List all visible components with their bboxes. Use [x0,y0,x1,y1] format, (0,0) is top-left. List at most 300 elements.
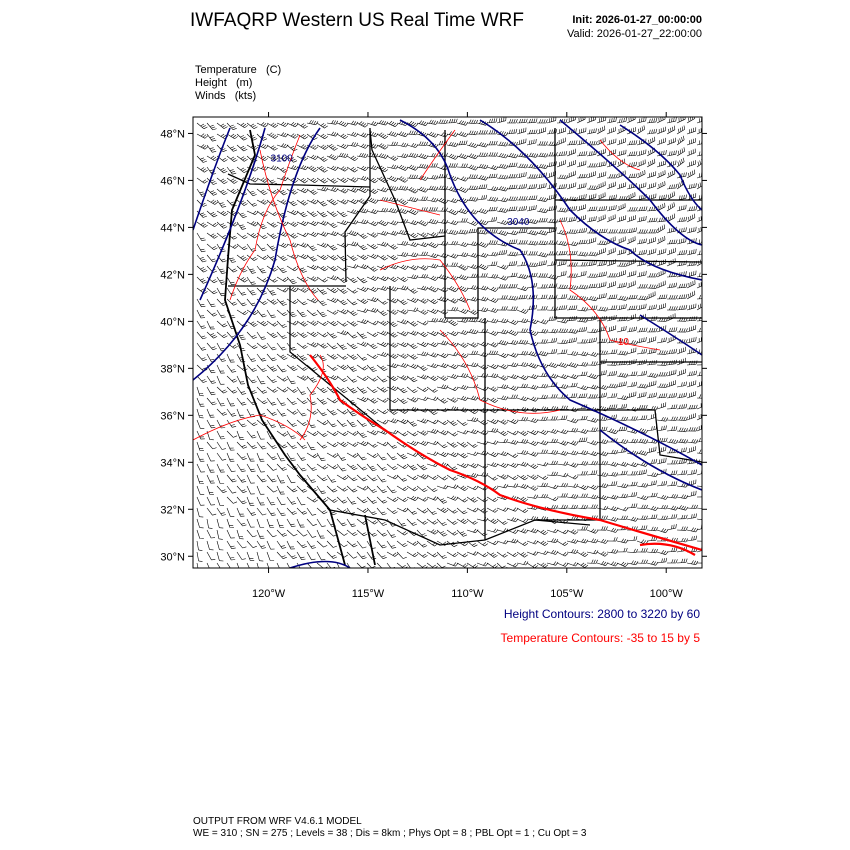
wind-barb [667,380,676,387]
wind-barb [207,508,216,515]
wind-barb [287,431,296,439]
wind-barb [267,133,278,139]
wind-barb [687,513,697,519]
wind-barb [677,515,687,519]
wind-barb [677,205,686,211]
wind-barb [307,431,318,436]
wind-barb [327,552,337,559]
wind-barb [197,387,204,396]
wind-barb [257,244,267,251]
wind-barb [687,469,697,475]
wind-barb [587,495,598,499]
wind-barb [617,229,627,233]
wind-barb [547,439,558,443]
wind-barb [617,395,628,399]
wind-barb [477,472,488,476]
wind-barb [277,266,287,273]
wind-barb [487,252,498,256]
wind-barb [267,145,278,150]
wind-barb [317,508,327,514]
wind-barb [217,123,228,129]
wind-barb [507,284,517,288]
wind-barb [577,285,588,289]
wind-barb [537,475,548,480]
wind-barb [367,287,378,292]
wind-barb [597,339,607,343]
wind-barb [577,115,585,123]
wind-barb [467,310,478,315]
wind-barb [437,219,448,223]
wind-barb [347,188,358,193]
wind-barb [647,118,657,123]
wind-barb [377,387,388,392]
lat-tick-label: 36°N [160,410,185,423]
height-contour [290,562,350,569]
wind-barb [357,133,368,138]
wind-barb [617,548,627,552]
wind-barb [527,205,536,211]
wind-barb [677,428,688,432]
wind-barb [577,505,588,509]
wind-barb [677,559,687,563]
wind-barb [337,189,348,194]
wind-barb [587,505,598,509]
wind-barb [397,519,406,526]
wind-barb [557,406,568,410]
wind-barb [597,215,605,223]
wind-barb [527,385,538,389]
wind-barb [687,291,695,299]
wind-barb [667,524,676,530]
wind-barb [217,519,223,528]
wind-barb [697,412,705,420]
wind-barb [587,329,598,333]
wind-barb [417,552,428,558]
wind-barb [567,149,575,156]
wind-barb [367,297,378,301]
wind-barb [257,431,265,439]
wind-barb [407,175,418,179]
wind-barb [387,354,398,359]
wind-barb [647,249,656,256]
wind-barb [427,552,438,557]
wind-barb [447,475,458,480]
wind-barb [577,240,587,244]
wind-barb [577,461,588,465]
wind-barb [547,429,558,433]
wind-barb [557,138,565,145]
wind-barb [447,530,458,535]
height-contour-legend: Height Contours: 2800 to 3220 by 60 [503,607,700,621]
wind-barb [357,342,368,347]
wind-barb [217,167,227,173]
wind-barb [557,208,568,212]
wind-barb [497,463,508,468]
wind-barb [687,405,697,409]
wind-barb [287,519,296,527]
wind-barb [567,296,578,300]
wind-barb [477,195,487,200]
wind-barb [457,563,468,567]
wind-barb [577,228,587,233]
wind-barb [397,453,407,459]
wind-barb [407,275,418,279]
wind-barb [437,241,448,245]
wind-barb [597,439,608,443]
wind-barb [417,497,428,501]
wind-barb [357,497,367,503]
wind-barb [417,375,428,380]
wind-barb [517,164,528,168]
wind-barb [327,288,338,293]
wind-barb [597,351,608,355]
wind-barb [527,230,538,235]
wind-barb [417,441,428,446]
wind-barb [527,475,538,480]
wind-barb [467,221,478,226]
wind-barb [597,370,607,376]
wind-barb [407,541,418,546]
wind-barb [587,238,596,245]
wind-barb [387,386,398,391]
wind-barb [397,419,408,424]
wind-barb [477,373,488,377]
wind-barb [417,332,428,337]
wind-barb [617,507,628,511]
wind-barb [597,461,608,465]
wind-barb [457,242,468,246]
wind-barb [547,450,558,454]
wind-barb [307,552,316,560]
wind-barb [197,354,207,361]
wind-barb [357,187,368,193]
wind-barb [267,376,277,383]
wind-barb [577,393,587,398]
model-info: OUTPUT FROM WRF V4.6.1 MODEL [193,816,362,827]
wind-barb [327,132,338,136]
wind-barb [547,219,558,223]
wind-barb [227,178,238,184]
wind-barb [657,138,666,145]
wind-barb [607,384,618,388]
wind-barb [267,299,278,304]
wind-barb [387,486,397,493]
wind-barb [457,132,468,137]
wind-barb [607,281,616,288]
wind-barb [277,299,287,306]
wind-barb [397,508,408,512]
wind-barb [357,332,367,339]
wind-barb [687,227,696,233]
wind-barb [487,541,498,545]
wind-barb [447,154,458,159]
wind-barb [537,430,548,435]
wind-barb [687,271,696,277]
wind-barb [307,321,318,326]
wind-barb [417,352,428,356]
wind-barb [347,497,356,504]
wind-barb [367,398,378,403]
wind-barb [277,398,286,406]
wind-barb [627,174,637,179]
wind-barb [397,552,407,559]
wind-barb [327,166,338,171]
wind-barb [347,332,357,338]
wind-barb [447,364,458,369]
wind-barb [567,441,578,446]
wind-barb [237,398,246,405]
wind-barb [497,540,508,544]
wind-barb [537,329,548,333]
wind-barb [297,299,307,305]
lon-tick-label: 110°W [451,588,484,600]
wind-barb [267,354,277,361]
wind-barb [497,198,508,202]
wind-barb [497,230,508,235]
wind-barb [547,295,557,299]
wind-barb [397,475,407,481]
wind-barb [567,160,576,167]
wind-barb [527,139,536,145]
wind-barb [577,485,588,490]
wind-barb [687,149,695,156]
wind-barb [397,286,408,290]
wind-barb [687,280,695,288]
wind-barb [487,462,498,467]
wind-barb [667,283,677,288]
wind-barb [367,343,377,349]
wind-barb [637,548,647,552]
wind-barb [517,362,528,366]
wind-barb [307,232,318,237]
wind-barb [207,464,215,472]
wind-barb [577,362,588,366]
wind-barb [227,519,234,528]
wind-barb [267,321,278,326]
wind-barb [327,541,337,548]
wind-barb [537,320,548,325]
wind-barb [487,508,498,512]
wind-barb [417,397,428,401]
wind-barb [537,384,548,388]
wind-barb [207,332,217,338]
wind-barb [527,552,538,556]
wind-barb [517,128,526,134]
wind-barb [207,409,215,417]
wind-barb [597,526,608,530]
wind-barb [627,348,636,354]
wind-barb [367,430,378,435]
wind-barb [297,277,308,282]
wind-barb [377,464,387,471]
wind-barb [387,398,398,403]
wind-barb [257,277,268,282]
wind-barb [457,218,467,222]
wind-barb [347,552,357,558]
wind-barb [307,211,318,217]
wind-barb [577,471,587,475]
wind-barb [287,222,298,227]
wind-barb [307,332,318,337]
wind-barb [457,430,468,434]
wind-barb [607,429,618,434]
wind-barb [657,481,667,486]
wind-barb [677,369,686,376]
wind-barb [507,563,518,567]
wind-barb [287,287,298,292]
wind-barb [487,217,497,222]
wind-barb [367,354,378,359]
wind-barb [537,563,548,568]
wind-barb [227,376,237,382]
wind-barb [627,492,637,497]
wind-barb [417,365,428,371]
wind-barb [657,249,666,256]
wind-barb [547,529,558,533]
wind-barb [417,299,428,304]
wind-barb [597,495,608,500]
wind-barb [227,354,235,362]
wind-barb [227,431,237,437]
wind-barb [467,242,478,246]
wind-barb [377,409,388,414]
wind-barb [447,119,457,123]
wind-barb [277,200,288,205]
wind-barb [637,516,648,520]
wind-barb [387,121,398,127]
wind-barb [317,187,328,191]
wind-barb [527,540,538,544]
wind-barb [517,519,528,523]
wind-barb [267,222,278,227]
wind-barb [237,156,248,161]
wind-barb [247,200,257,206]
wind-barb [247,486,255,494]
wind-barb [317,453,326,461]
wind-barb [257,122,268,127]
wind-barb [567,539,578,543]
wind-barb [277,541,286,548]
lon-tick-label: 115°W [351,588,385,600]
field-label: Height [195,77,227,89]
wind-barb [687,439,698,443]
wind-barb [637,483,648,487]
wind-barb [327,231,338,235]
wind-barb [237,453,247,460]
wind-barb [327,486,337,492]
wind-barb [537,273,548,277]
wind-barb [537,164,548,169]
lat-tick-label: 46°N [160,175,185,188]
wind-barb [637,117,646,123]
wind-barb [577,307,588,311]
wind-barb [607,127,616,134]
wind-barb [507,185,517,189]
wind-barb [237,167,247,173]
wind-barb [277,133,288,138]
wind-barb [537,241,548,245]
wind-barb [387,363,398,368]
wind-barb [637,207,647,212]
lat-tick-label: 48°N [160,128,185,141]
wind-barb [287,442,297,449]
wind-barb [247,464,256,472]
wind-barb [277,310,287,316]
wind-barb [537,208,548,213]
wind-barb [257,442,266,449]
wind-barb [647,393,657,398]
wind-barb [357,233,368,239]
wind-barb [577,372,587,376]
wind-barb [687,325,696,332]
wind-barb [527,119,537,124]
wind-barb [567,273,578,277]
state-border-or-id [345,196,370,282]
wind-barb [337,134,348,139]
wind-barb [447,142,458,147]
wind-barb [547,142,558,146]
wind-barb [497,330,508,334]
wind-barb [397,132,408,137]
wind-barb [307,189,318,195]
wind-barb [517,295,527,299]
wind-barb [457,508,467,514]
wind-barb [427,530,438,535]
wind-barb [617,516,628,520]
wind-barb [477,430,488,435]
wind-barb [557,493,568,497]
wind-barb [647,305,657,311]
wind-barb [197,453,204,461]
wind-barb [457,463,468,468]
wind-barb [587,529,598,534]
wind-barb [417,342,428,347]
wind-barb [437,552,447,559]
wind-barb [507,386,518,391]
wind-barb [407,209,418,215]
wind-barb [667,170,675,178]
wind-barb [277,365,287,372]
wind-barb [217,211,228,216]
wind-barb [507,453,518,458]
wind-barb [587,185,598,189]
wind-barb [207,145,216,152]
wind-barb [357,552,367,559]
wind-barb [627,549,638,553]
wind-barb [287,277,297,284]
wind-barb [697,127,705,135]
wind-barb [367,254,378,259]
wind-barb [357,475,367,481]
wind-barb [337,220,348,225]
wind-barb [507,552,518,557]
wind-barb [277,497,286,505]
wind-barb [627,382,637,387]
wind-barb [407,354,418,359]
wind-barb [297,188,308,193]
wind-barb [497,451,508,456]
wind-barb [527,305,537,310]
init-time: Init: 2026-01-27_00:00:00 [572,14,702,26]
wind-barb [497,396,508,400]
wind-barb [647,171,656,178]
wind-barb [427,309,438,314]
wind-barb [637,125,645,134]
wind-barb [307,464,317,471]
wind-barb [467,329,478,334]
wind-barb [417,242,428,246]
wind-barb [567,451,578,455]
